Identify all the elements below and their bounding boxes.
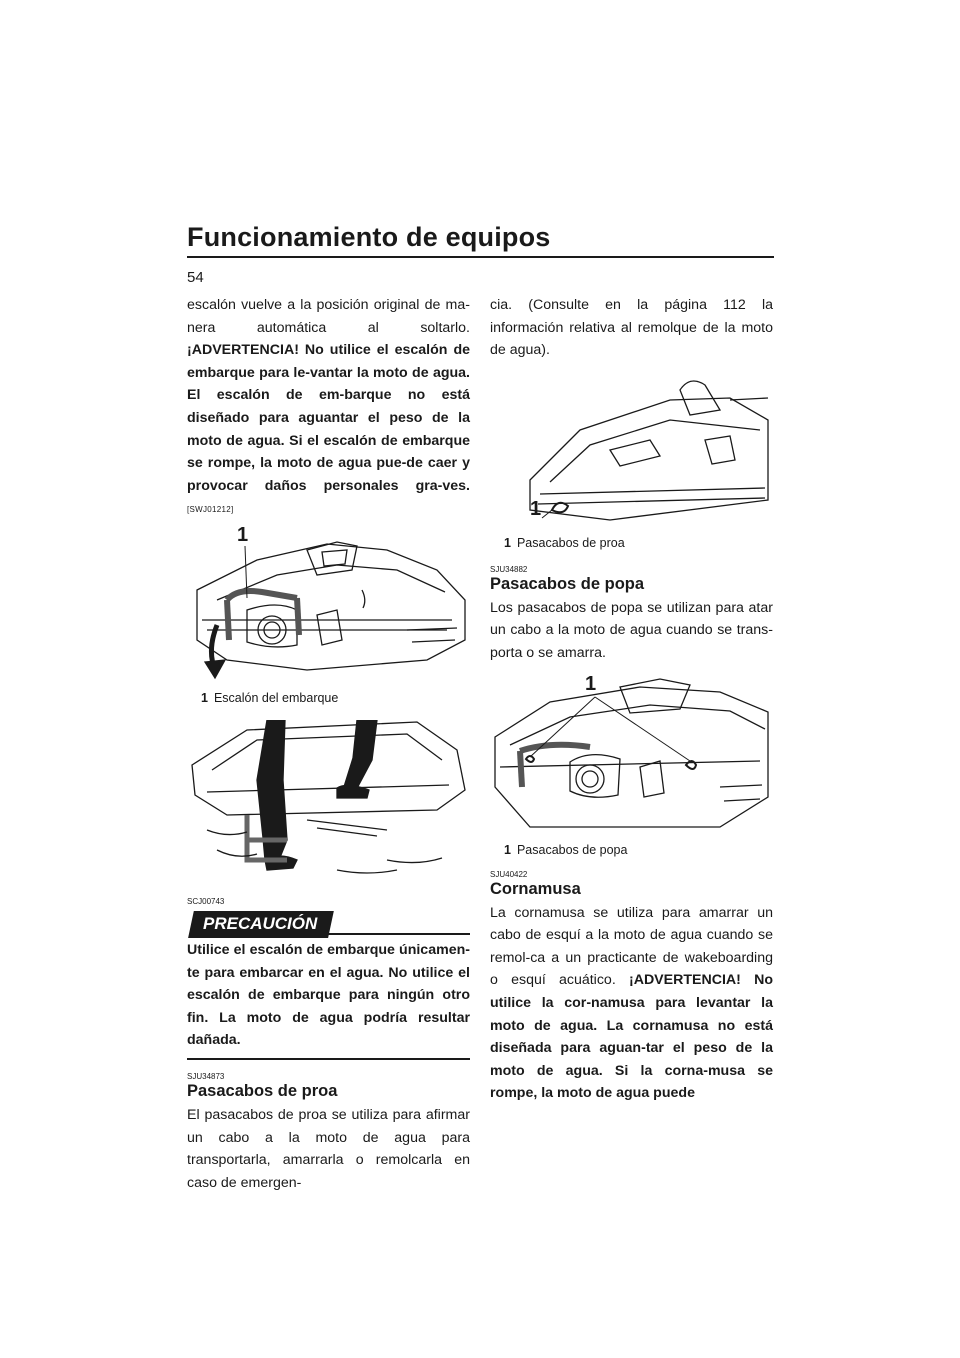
intro-warning: ¡ADVERTENCIA! No utilice el escalón de embarque para le-vantar la moto de agua. El escalón de em-barque no está diseñado para aguantar el peso de la moto de agua. Si el escalón de embarque se rompe, la moto de agua pue-de caer y provocar daños personales gra-ves.: [187, 342, 470, 494]
cleat-text: La cornamusa se utiliza para amarrar un cabo de esquí a la moto de agua cuando se remol-ca a un practicante de wakeboarding o esquí acuático.: [490, 904, 773, 989]
caution-label: PRECAUCIÓN: [188, 911, 334, 938]
continued-text: cia. (Consulte en la página 112 la información relativa al remolque de la moto de agua).: [490, 297, 773, 359]
caution-text: Utilice el escalón de embarque únicamen-te para embarcar en el agua. No utilice el escalón de embarque para ningún otro fin. La moto de agua podría resultar dañada.: [187, 941, 470, 1049]
caption-text: Escalón del embarque: [213, 690, 339, 705]
section-title-bow-eye: Pasacabos de proa: [187, 1081, 338, 1100]
figure-boarding-person: [187, 720, 470, 885]
caption-number: 1: [504, 842, 511, 857]
caption-text: Pasacabos de proa: [516, 535, 625, 550]
section-text-cleat: [490, 902, 773, 1105]
caption-text: Pasacabos de popa: [516, 842, 628, 857]
figure-callout: 1: [237, 523, 249, 546]
boarding-person-illustration: [187, 720, 470, 885]
boarding-step-illustration: [187, 530, 470, 690]
cleat-warning: ¡ADVERTENCIA! No utilice la cor-namusa para levantar la moto de agua. La cornamusa no está diseñada para aguan-tar el peso de la moto de agua. Si la corna-musa se rompe, la moto de agua puede: [490, 972, 773, 1102]
stern-eyes-illustration: [490, 677, 773, 842]
caution-code: SCJ00743: [187, 896, 225, 906]
caution-top-rule: [317, 933, 470, 935]
section-text-bow-eye: El pasacabos de proa se utiliza para afirmar un cabo a la moto de agua para transportarla, amarrarla o remolcarla en caso de emergen-: [187, 1106, 470, 1191]
figure-caption: [490, 535, 773, 551]
figure-caption: [490, 842, 773, 858]
warning-code: [SWJ01212]: [187, 505, 234, 515]
intro-text: escalón vuelve a la posición original de ma-nera automática al soltarlo.: [187, 297, 470, 336]
header-rule: [187, 256, 774, 258]
caption-number: 1: [201, 690, 208, 705]
page-number: 54: [187, 269, 204, 286]
section-text-stern-eyes: Los pasacabos de popa se utilizan para atar un cabo a la moto de agua cuando se trans-porta o se amarra.: [490, 599, 773, 661]
figure-bow-eye: [490, 370, 773, 551]
section-code: SJU40422: [490, 869, 528, 879]
figure-callout: 1: [585, 672, 597, 695]
figure-caption: [187, 690, 470, 706]
figure-stern-eyes: [490, 672, 773, 858]
section-code: SJU34873: [187, 1071, 225, 1081]
caution-header: [187, 911, 470, 939]
caption-number: 1: [504, 535, 511, 550]
caution-bottom-rule: [187, 1058, 470, 1060]
page-title: Funcionamiento de equipos: [187, 222, 551, 252]
right-column: [490, 294, 773, 1105]
section-title-cleat: Cornamusa: [490, 879, 581, 898]
section-title-stern-eyes: Pasacabos de popa: [490, 574, 645, 593]
caution-box: [187, 897, 470, 1060]
intro-paragraph: [187, 294, 470, 522]
figure-callout: 1: [530, 497, 542, 520]
figure-boarding-step: [187, 523, 470, 706]
left-column: [187, 294, 470, 1194]
section-code: SJU34882: [490, 564, 528, 574]
